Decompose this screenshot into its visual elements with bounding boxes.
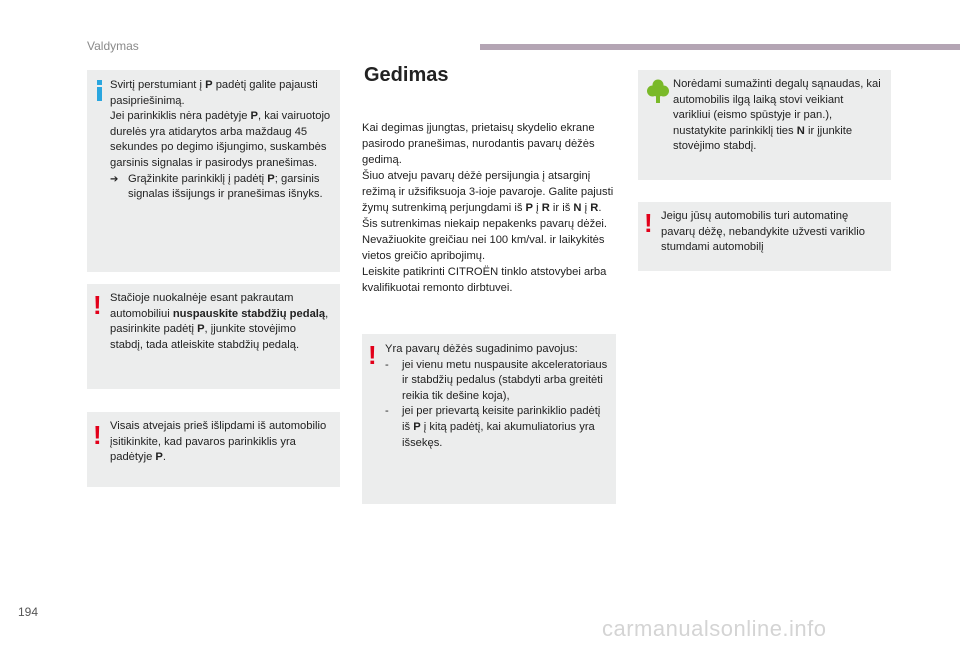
warning-damage-intro: Yra pavarų dėžės sugadinimo pavojus: bbox=[385, 343, 578, 355]
info-icon bbox=[97, 80, 102, 101]
arrow-bullet-icon: ➔ bbox=[110, 173, 119, 185]
warning-icon: ! bbox=[644, 208, 653, 238]
section-paragraph-2: Šiuo atveju pavarų dėžė persijungia į atsarginį režimą ir užsifiksuoja 3-ioje pavaroje. Galite pajusti žymų sutrenkimą perjungdami iš P į R ir iš N į R. Šis sutrenkimas niekaip nepakenks pavarų dėžei. bbox=[362, 170, 614, 230]
info-line-1: Svirtį perstumiant į P padėtį galite pajausti pasipriešinimą. bbox=[110, 79, 318, 107]
warning-box-slope bbox=[87, 284, 340, 389]
warning-slope-text: Stačioje nuokalnėje esant pakrautam automobiliui nuspauskite stabdžių pedalą, pasirinkite padėtį P, įjunkite stovėjimo stabdį, tada atleiskite stabdžių pedalą. bbox=[110, 292, 329, 351]
page-number: 194 bbox=[18, 605, 39, 619]
warning-box-auto bbox=[638, 202, 891, 271]
eco-text: Norėdami sumažinti degalų sąnaudas, kai automobilis ilgą laiką stovi veikiant varikliui (eismo spūstyje ir pan.), nustatykite parinkiklį ties N ir įjunkite stovėjimo stabdį. bbox=[673, 78, 881, 153]
info-bullet: ➔ Grąžinkite parinkiklį į padėtį P; garsinis signalas išsijungs ir pranešimas išnyks. bbox=[110, 172, 323, 201]
section-title: Gedimas bbox=[364, 64, 449, 86]
section-paragraph-1: Kai degimas įjungtas, prietaisų skydelio ekrane pasirodo pranešimas, nurodantis pavarų dėžės gedimą. bbox=[362, 122, 595, 166]
header-title: Valdymas bbox=[87, 39, 139, 53]
warning-icon: ! bbox=[93, 290, 102, 320]
warning-box-damage bbox=[362, 334, 616, 504]
warning-icon: ! bbox=[93, 420, 102, 450]
warning-exit-text: Visais atvejais prieš išlipdami iš automobilio įsitikinkite, kad pavaros parinkiklis yra padėtyje P. bbox=[110, 420, 327, 464]
section-paragraph-3: Nevažiuokite greičiau nei 100 km/val. ir laikykitės vietos greičio apribojimų. bbox=[362, 234, 605, 262]
warning-damage-item-1: - jei vienu metu nuspausite akceleratoriaus ir stabdžių pedalus (stabdyti arba greitėti reikia tik dešine koja), bbox=[385, 358, 608, 402]
info-line-2: Jei parinkiklis nėra padėtyje P, kai vairuotojo durelės yra atidarytos arba maždaug 45 sekundes po degimo išjungimo, suskambės garsinis signalas ir pasirodys pranešimas. bbox=[110, 110, 331, 169]
warning-icon: ! bbox=[368, 340, 377, 370]
section-paragraph-4: Leiskite patikrinti CITROËN tinklo atstovybei arba kvalifikuotai remonto dirbtuvei. bbox=[362, 266, 607, 294]
section-body bbox=[362, 120, 618, 296]
watermark: carmanualsonline.info bbox=[602, 616, 827, 641]
eco-tree-icon bbox=[647, 79, 669, 103]
header-bar bbox=[480, 44, 960, 50]
eco-box bbox=[638, 70, 891, 180]
warning-box-exit bbox=[87, 412, 340, 487]
warning-damage-item-2: - jei per prievartą keisite parinkiklio padėtį iš P į kitą padėtį, kai akumuliatorius yra išsekęs. bbox=[385, 405, 601, 449]
info-box bbox=[87, 70, 340, 272]
warning-auto-text: Jeigu jūsų automobilis turi automatinę pavarų dėžę, nebandykite užvesti variklio stumdami automobilį bbox=[661, 210, 865, 254]
